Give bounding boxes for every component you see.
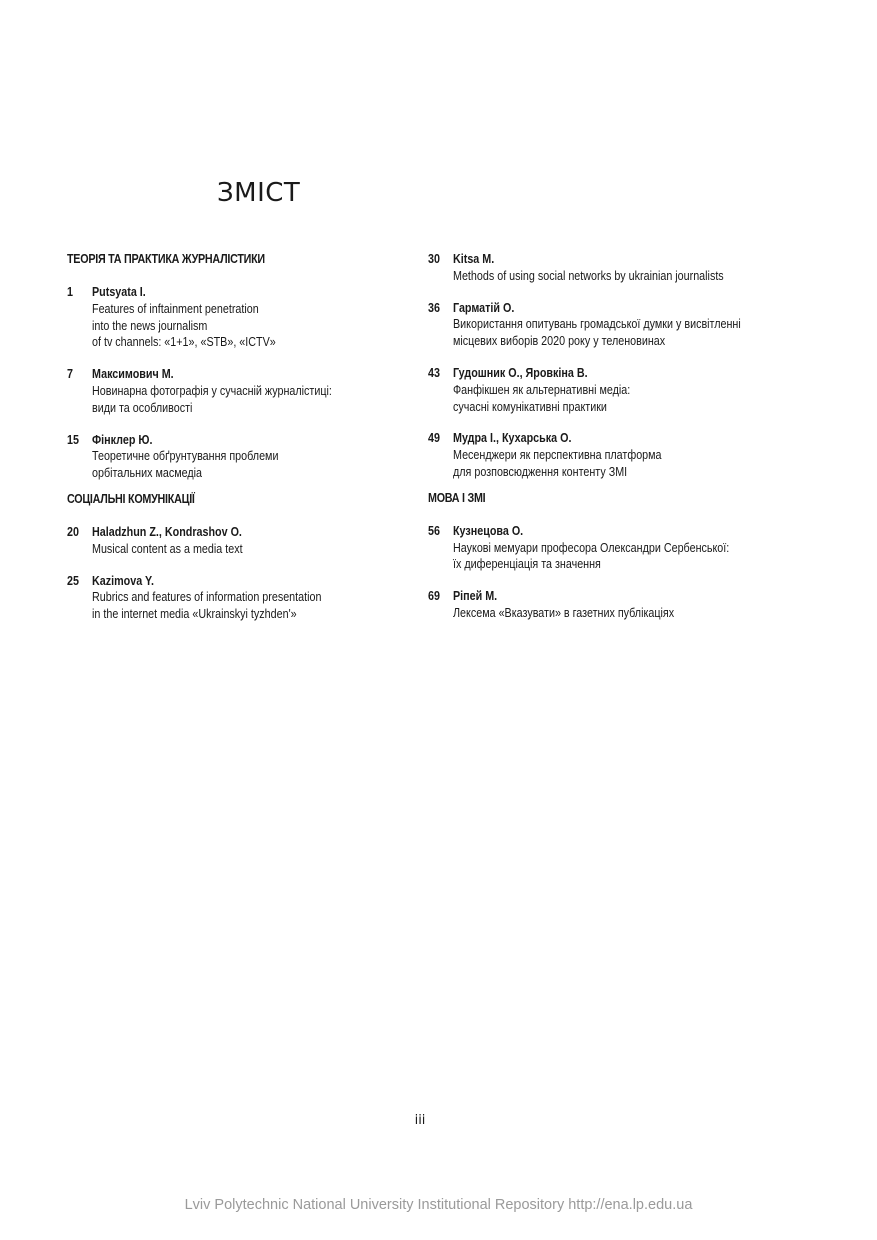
toc-author: Ріпей М. — [453, 589, 498, 604]
toc-title-line: сучасні комунікативні практики — [453, 399, 607, 414]
toc-author: Kitsa M. — [453, 252, 495, 266]
toc-page-number: 30 — [428, 252, 440, 266]
toc-entry-body — [453, 251, 848, 285]
toc-entry[interactable] — [67, 284, 487, 351]
toc-page-number: 20 — [67, 525, 79, 539]
toc-entry[interactable] — [67, 366, 487, 416]
toc-title-line: для розповсюдження контенту ЗМІ — [453, 464, 628, 479]
toc-author: Haladzhun Z., Kondrashov O. — [92, 525, 242, 539]
toc-title-line: місцевих виборів 2020 року у теленовинах — [453, 334, 666, 349]
toc-page-number: 56 — [428, 523, 440, 538]
section-heading: МОВА І ЗМІ — [428, 490, 486, 505]
toc-page-number: 7 — [67, 367, 73, 382]
toc-title-line: Новинарна фотографія у сучасній журналістиці: — [92, 383, 332, 398]
toc-entry[interactable] — [428, 300, 848, 350]
toc-title-line: Наукові мемуари професора Олександри Сербенської: — [453, 540, 730, 555]
toc-page-number: 25 — [67, 573, 79, 588]
toc-title-line: Месенджери як перспективна платформа — [453, 448, 662, 463]
toc-page-number: 43 — [428, 366, 440, 380]
toc-entry-body — [453, 365, 848, 415]
toc-title-line: of tv channels: «1+1», «STB», «ICTV» — [92, 335, 276, 350]
toc-title-line: Methods of using social networks by ukrainian journalists — [453, 268, 724, 283]
toc-title-line: Musical content as a media text — [92, 541, 243, 556]
toc-entry[interactable] — [428, 588, 848, 622]
toc-title-line: Features of inftainment penetration — [92, 301, 259, 316]
toc-title-line: орбітальних масмедіа — [92, 466, 202, 481]
section-heading: СОЦІАЛЬНІ КОМУНІКАЦІЇ — [67, 492, 195, 506]
toc-entry-body — [453, 430, 848, 480]
toc-entry-body — [453, 300, 848, 350]
toc-author: Максимович М. — [92, 367, 174, 382]
toc-author: Гарматій О. — [453, 300, 515, 315]
toc-entry[interactable] — [428, 430, 848, 480]
toc-page-number: 69 — [428, 589, 440, 604]
toc-title-line: їх диференціація та значення — [453, 557, 601, 572]
toc-page-number: 36 — [428, 300, 440, 315]
toc-page-number: 49 — [428, 431, 440, 446]
toc-entry[interactable] — [67, 573, 487, 623]
toc-entry-body — [453, 523, 848, 573]
toc-author: Putsyata I. — [92, 285, 146, 299]
toc-page-number: 15 — [67, 432, 79, 447]
repository-footer: Lviv Polytechnic National University Institutional Repository http://ena.lp.edu.ua — [184, 1197, 693, 1213]
toc-title-line: види та особливості — [92, 400, 193, 415]
toc-title-line: into the news journalism — [92, 318, 208, 333]
toc-author: Гудошник О., Яровкіна В. — [453, 366, 588, 380]
toc-author: Кузнецова О. — [453, 523, 524, 538]
toc-entry-body — [453, 588, 848, 622]
toc-title-line: Фанфікшен як альтернативні медіа: — [453, 382, 631, 397]
toc-entry[interactable] — [428, 251, 848, 285]
page-number: iii — [414, 1113, 426, 1128]
toc-title-line: Теоретичне обґрунтування проблеми — [92, 449, 279, 464]
toc-author: Kazimova Y. — [92, 573, 154, 588]
toc-entry[interactable] — [428, 523, 848, 573]
toc-entry[interactable] — [67, 524, 487, 558]
section-heading: ТЕОРІЯ ТА ПРАКТИКА ЖУРНАЛІСТИКИ — [67, 252, 265, 266]
page-title: ЗМІСТ — [217, 178, 301, 208]
toc-author: Мудра І., Кухарська О. — [453, 431, 572, 446]
toc-author: Фінклер Ю. — [92, 432, 153, 447]
toc-entry[interactable] — [67, 432, 487, 482]
toc-entry[interactable] — [428, 365, 848, 415]
toc-title-line: in the internet media «Ukrainskyi tyzhden'» — [92, 607, 297, 622]
toc-title-line: Rubrics and features of information presentation — [92, 590, 322, 605]
toc-page-number: 1 — [67, 285, 73, 299]
toc-title-line: Лексема «Вказувати» в газетних публікаціях — [453, 605, 675, 620]
toc-title-line: Використання опитувань громадської думки у висвітленні — [453, 317, 741, 332]
